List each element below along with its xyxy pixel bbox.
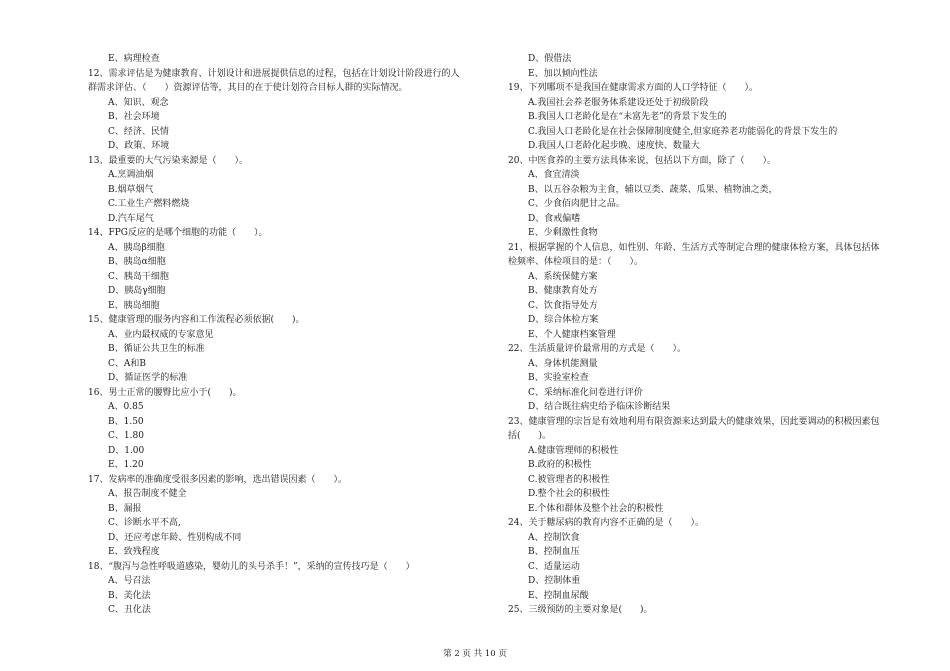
question-line: 12、需求评估是为健康教育、计划设计和进展提供信息的过程，包括在计划设计阶段进行的人	[88, 68, 460, 79]
question-line: 24、关于糖尿病的教育内容不正确的是（ ）。	[508, 518, 704, 528]
option-line: A、身体机能测量	[528, 358, 598, 369]
option-line: D、政策、环境	[108, 141, 170, 151]
option-line: A、业内最权威的专家意见	[108, 329, 214, 340]
option-line: C、诊断水平不高,	[108, 518, 181, 528]
option-line: B、社会环境	[108, 112, 160, 122]
option-line: B、漏报	[108, 503, 142, 514]
question-line: 22、生活质量评价最常用的方式是（ ）。	[508, 344, 686, 354]
option-line: A、控制饮食	[528, 532, 580, 543]
option-line: B、美化法	[108, 590, 151, 601]
option-line: C.我国人口老龄化是在社会保障制度健全,但家庭养老功能弱化的背景下发生的	[528, 126, 838, 137]
option-line: C、1.80	[108, 431, 144, 441]
option-line: B、健康教育处方	[528, 286, 598, 296]
option-line: A、知识、观念	[108, 97, 169, 108]
option-line: C、适量运动	[528, 561, 580, 572]
option-line: C、A和B	[108, 358, 146, 369]
option-line: B、循证公共卫生的标准	[108, 344, 205, 354]
page-number: 第 2 页 共 10 页	[443, 649, 507, 659]
option-line: B.我国人口老龄化是在“未富先老”的背景下发生的	[528, 112, 727, 122]
option-line: E、1.20	[108, 460, 144, 470]
left-column	[88, 52, 488, 618]
option-line: A、系统保健方案	[528, 271, 598, 282]
option-line: B、控制血压	[528, 547, 580, 557]
option-line: D、假借法	[528, 54, 572, 64]
option-line: B.烟草烟气	[108, 184, 154, 195]
question-line: 21、根据掌握的个人信息，如性别、年龄、生活方式等制定合理的健康体检方案，具体包括体	[508, 242, 880, 253]
option-line: A、0.85	[108, 402, 144, 412]
right-column	[508, 52, 908, 618]
page-footer	[0, 647, 950, 659]
question-line: 14、FPG反应的是哪个细胞的功能（ ）。	[88, 228, 268, 238]
option-line: B、以五谷杂粮为主食，辅以豆类、蔬菜、瓜果、植物油之类，	[528, 184, 778, 195]
option-line: A.我国社会养老服务体系建设还处于初级阶段	[528, 97, 709, 108]
option-line: A.烹调油烟	[108, 170, 154, 180]
option-line: E、胰岛细胞	[108, 300, 160, 311]
option-line: E、致残程度	[108, 547, 160, 557]
option-line: D.整个社会的积极性	[528, 489, 610, 499]
question-line: 15、健康管理的服务内容和工作流程必须依据( )。	[88, 315, 305, 325]
option-line: C、胰岛干细胞	[108, 271, 169, 282]
option-line: E.个体和群体及整个社会的积极性	[528, 503, 664, 514]
option-line: D、控制体重	[528, 576, 581, 586]
question-line: 25、三级预防的主要对象是( )。	[508, 605, 653, 615]
option-line: D、还应考虑年龄、性别构成不同	[108, 532, 242, 543]
option-line: E、病理检查	[108, 54, 160, 64]
option-line: B、实验室检查	[528, 373, 589, 383]
question-line: 17、发病率的准确度受很多因素的影响，选出错误因素（ ）。	[88, 474, 347, 485]
question-continuation: 检频率、体检项目的是：（ ）。	[508, 257, 644, 267]
option-line: C、饮食指导处方	[528, 300, 598, 311]
option-line: C、丑化法	[108, 605, 151, 615]
option-line: D.汽车尾气	[108, 213, 154, 224]
option-line: A、食宜清淡	[528, 170, 580, 180]
question-line: 19、下列哪项不是我国在健康需求方面的人口学特征（ ）。	[508, 83, 758, 93]
option-line: E、少剩激性食物	[528, 228, 598, 238]
option-line: A、胰岛β细胞	[108, 242, 165, 253]
option-line: D.我国人口老龄化起步晚、速度快、数量大	[528, 141, 700, 151]
question-line: 23、健康管理的宗旨是有效地利用有限资源来达到最大的健康效果，因此要调动的积极因素包	[508, 416, 880, 427]
question-continuation: 群需求评估、（ ）资源评估等，其目的在于使计划符合目标人群的实际情况。	[88, 83, 408, 93]
option-line: A、报告制度不健全	[108, 489, 187, 499]
question-line: 20、中医食养的主要方法具体来说，包括以下方面，除了（ ）。	[508, 155, 776, 166]
option-line: D、胰岛γ细胞	[108, 286, 166, 296]
option-line: D、结合既往病史给予临床诊断结果	[528, 402, 671, 412]
option-line: E、加以倾向性法	[528, 68, 598, 79]
option-line: E、控制血尿酸	[528, 590, 589, 601]
question-line: 13、最重要的大气污染来源是（ ）。	[88, 155, 248, 166]
option-line: D、1.00	[108, 445, 145, 456]
option-line: D、综合体检方案	[528, 315, 599, 325]
question-continuation: 括( )。	[508, 431, 552, 441]
option-line: E、个人健康档案管理	[528, 329, 616, 340]
option-line: B.政府的积极性	[528, 460, 592, 470]
question-line: 16、男士正常的腰臀比应小于( )。	[88, 387, 242, 398]
option-line: A、号召法	[108, 576, 151, 586]
option-line: C.被管理者的积极性	[528, 474, 610, 485]
option-line: A.健康管理师的积极性	[528, 445, 619, 456]
question-line: 18、“腹泻与急性呼吸道感染，婴幼儿的头号杀手！”，采纳的宣传技巧是（ ）	[88, 561, 415, 572]
option-line: C、经济、民情	[108, 126, 169, 137]
option-line: C、少食佰肉肥甘之品。	[528, 199, 625, 209]
option-line: C.工业生产燃料燃烧	[108, 199, 190, 209]
option-line: B、胰岛α细胞	[108, 257, 166, 267]
option-line: D、循证医学的标准	[108, 373, 188, 383]
option-line: C、采纳标准化问卷进行评价	[528, 387, 643, 398]
option-line: D、食戒偏嗜	[528, 213, 581, 224]
option-line: B、1.50	[108, 416, 144, 427]
